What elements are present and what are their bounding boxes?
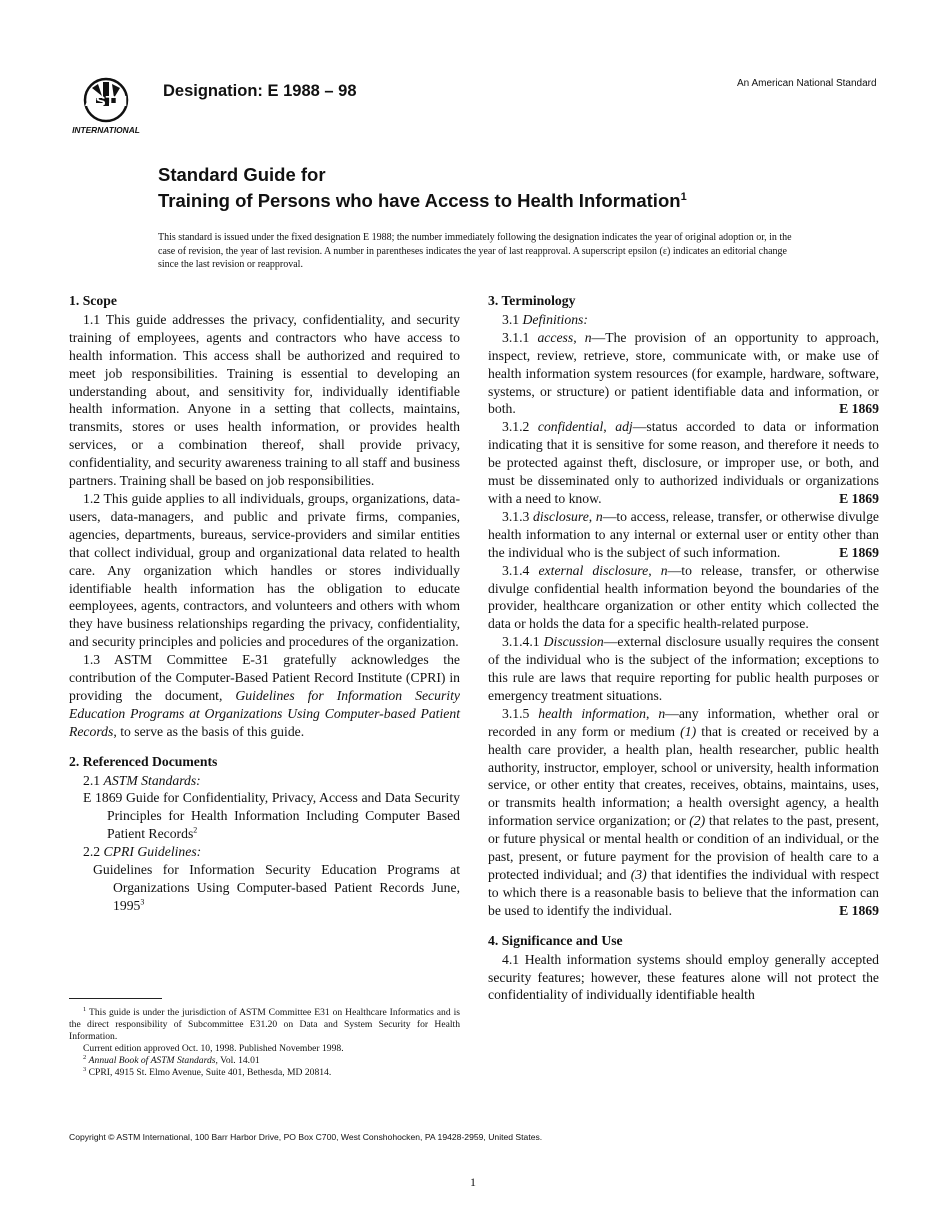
paragraph-1-1: 1.1 This guide addresses the privacy, confidentiality, and security training of employees, agents and contractors who have access to health information. This access shall be authorized and required to meet job responsibilities. Training is essential to developing an understanding about, and sensitivity for, individually identifiable health information. Anyone in a setting that collects, maintains, transmits, stores or uses health information, or provides health services, or a combination thereof, shall provide privacy, confidentiality, and security awareness training to all staff and business partners. Training shall be based on job responsibilities. xyxy=(69,311,460,489)
cpri-document-title: Guidelines for Information Security Education Programs at Organizations Using Computer-based Patient Records xyxy=(69,687,460,739)
paragraph-1-3-end: , to serve as the basis of this guide. xyxy=(113,723,305,739)
definition-text: —to release, transfer, or otherwise divulge confidential health information beyond the boundaries of the provider, healthcare organization or other entity which collected the data or holds the data for a specific health-related purpose. xyxy=(488,562,880,632)
subsection-label: Definitions: xyxy=(522,311,588,327)
logo-text: ASTM xyxy=(84,93,128,110)
national-standard-label: An American National Standard xyxy=(737,78,877,89)
definition-term: health information xyxy=(538,705,647,721)
footnote-text: This guide is under the jurisdiction of ASTM Committee E31 on Healthcare Informatics and is the direct responsibility of Subcommittee E31.20 on Data and System Security for Health Information. xyxy=(69,1007,460,1043)
definition-term: confidential xyxy=(537,419,604,435)
subsection-2-2 xyxy=(69,843,460,861)
section-heading-terminology: 3. Terminology xyxy=(488,293,576,308)
definition-number: 3.1.4 xyxy=(502,562,539,578)
designation: Designation: E 1988 – 98 xyxy=(163,82,357,100)
definition-disclosure: 3.1.3 disclosure, n—to access, release, transfer, or otherwise divulge health information to any internal or external user or entity other than the individual who is the subject of such information. E 1869 xyxy=(488,508,879,560)
paragraph-1-3-text: 1.3 ASTM Committee E-31 gratefully acknowledges the contribution of the Computer-Based Patient Record Institute (CPRI) in providing the document, xyxy=(69,652,460,703)
definition-number: 3.1.5 xyxy=(502,705,539,721)
footnote-mark: 2 xyxy=(193,825,198,835)
definition-text: that is created or received by a health care provider, a health plan, health researcher, public health authority, instructor, employer, school or university, health information service, or other entity that creates, receives, obtains, maintains, uses, or transmits health information; a health oversight agency, a health information service organization; or xyxy=(488,723,879,829)
definition-external-disclosure: 3.1.4 external disclosure, n—to release, transfer, or otherwise divulge confidential health information beyond the boundaries of the provider, healthcare organization or other entity which collected the data or holds the data for a specific health-related purpose. xyxy=(488,562,880,632)
title-line-2 xyxy=(158,186,687,212)
discussion-external-disclosure xyxy=(488,633,879,705)
definition-number: 3.1.4.1 xyxy=(502,634,544,650)
document-title xyxy=(158,164,687,212)
right-column xyxy=(488,292,879,1004)
footnotes xyxy=(69,1007,460,1080)
footnote-divider xyxy=(69,998,162,999)
source-code: E 1869 xyxy=(839,401,879,417)
definition-term: disclosure xyxy=(533,508,589,524)
title-line-1: Standard Guide for xyxy=(158,164,326,185)
subsection-2-1 xyxy=(69,772,460,790)
part-of-speech: n xyxy=(595,508,603,524)
definition-text: that relates to the past, present, or future physical or mental health or condition of an individual, or the past, present, or future payment for the provision of health care to a protected individual; and xyxy=(488,813,879,882)
subsection-number: 3.1 xyxy=(502,311,523,327)
footnote-mark: 3 xyxy=(140,897,145,907)
reference-cpri-guidelines xyxy=(93,861,460,915)
paragraph-1-3 xyxy=(69,651,460,741)
enumeration-mark: (2) xyxy=(689,813,706,829)
subsection-number: 2.1 xyxy=(83,772,104,788)
left-column xyxy=(69,292,460,915)
issuance-note: This standard is issued under the fixed designation E 1988; the number immediately following the designation indicates the year of original adoption or, in the case of revision, the year of last revision. A number in parentheses indicates the year of last reapproval. A superscript epsilon (ε) indicates an editorial change since the last revision or reapproval. xyxy=(158,232,792,270)
source-code: E 1869 xyxy=(839,902,879,918)
discussion-text: —external disclosure usually requires the consent of the individual who is the subject of the information; exceptions to this rule are laws that require reporting for public health purposes or emergency treatment situations. xyxy=(488,634,880,703)
footnote-mark: 1 xyxy=(83,1005,87,1013)
subsection-3-1 xyxy=(488,311,879,329)
footnote-title: Annual Book of ASTM Standards xyxy=(88,1055,216,1067)
definition-access: 3.1.1 access, n—The provision of an opportunity to approach, inspect, review, retrieve, store, communicate with, or make use of health information system resources (for example, hardware, software, systems, or structure) or patient identifiable data and information, or both. E 1869 xyxy=(488,329,879,417)
footnote-1-approval: Current edition approved Oct. 10, 1998. Published November 1998. xyxy=(83,1043,344,1055)
page-number: 1 xyxy=(470,1175,476,1189)
enumeration-mark: (1) xyxy=(680,723,697,739)
definition-term: external disclosure xyxy=(538,562,649,578)
enumeration-mark: (3) xyxy=(630,867,647,882)
reference-text: E 1869 Guide for Confidentiality, Privacy, Access and Data Security Principles for Health Information Including Computer Based Patient Records xyxy=(83,790,460,842)
subsection-label: CPRI Guidelines: xyxy=(103,844,202,860)
footnote-text: , Vol. 14.01 xyxy=(215,1055,260,1067)
part-of-speech: adj xyxy=(615,419,633,435)
paragraph-1-2: 1.2 This guide applies to all individuals, groups, organizations, data-users, data-managers, and public and private firms, companies, agencies, departments, bureaus, service-providers and similar entities that collect individual, group and organizational data related to health care. Any organization which handles or stores individually identifiable health information has the obligation to educate eemployees, agents, contractors, and volunteers and others with whom they have business relationships regarding the privacy, confidentiality, and security principles and policies and procedures of the organization. xyxy=(69,490,460,650)
section-heading-significance: 4. Significance and Use xyxy=(488,932,623,948)
definition-text: —to access, release, transfer, or otherwise divulge health information to any internal or external user or entity other than the individual who is the subject of such information. xyxy=(488,508,879,560)
footnote-1 xyxy=(69,1007,460,1043)
astm-logo-icon xyxy=(68,76,150,138)
part-of-speech: n xyxy=(660,562,668,578)
title-footnote-mark: 1 xyxy=(680,191,687,203)
definition-number: 3.1.2 xyxy=(502,419,538,435)
footnote-mark: 2 xyxy=(83,1054,87,1062)
copyright-notice: Copyright © ASTM International, 100 Barr Harbor Drive, PO Box C700, West Conshohocken, PA 19428-2959, United States. xyxy=(69,1132,543,1142)
source-code: E 1869 xyxy=(839,490,879,506)
footnote-3 xyxy=(69,1067,460,1079)
subsection-number: 2.2 xyxy=(83,844,104,860)
paragraph-4-1: 4.1 Health information systems should employ generally accepted security features; however, these features alone will not protect the confidentiality of individually identifiable health xyxy=(488,951,879,1003)
definition-term: access xyxy=(537,329,574,345)
title-text: Training of Persons who have Access to Health Information xyxy=(158,190,681,212)
section-heading-scope: 1. Scope xyxy=(69,293,117,308)
definition-text: —any information, whether oral or recorded in any form or medium xyxy=(488,705,879,739)
footnote-text: CPRI, 4915 St. Elmo Avenue, Suite 401, Bethesda, MD 20814. xyxy=(86,1067,332,1079)
definition-confidential: 3.1.2 confidential, adj—status accorded to data or information indicating that it is sensitive for some reason, and therefore it needs to be protected against theft, disclosure, or improper use, or both, and must be disseminated only to authorized individuals or organizations with a need to know. E 1869 xyxy=(488,419,879,506)
reference-e1869 xyxy=(83,789,460,843)
logo-subtext: INTERNATIONAL xyxy=(72,125,140,135)
definition-number: 3.1.3 xyxy=(502,508,534,524)
definition-text: that identifies the individual with respect to which there is a reasonable basis to believe that the information can be used to identify the individual. xyxy=(488,867,879,918)
part-of-speech: n xyxy=(584,329,592,345)
section-heading-referenced-documents: 2. Referenced Documents xyxy=(69,753,218,769)
source-code: E 1869 xyxy=(839,544,879,560)
reference-text: Guidelines for Information Security Education Programs at Organizations Using Computer-based Patient Records June, 1995 xyxy=(93,862,460,913)
part-of-speech: n xyxy=(658,705,666,721)
definition-health-information: 3.1.5 health information, n—any information, whether oral or recorded in any form or medium (1) that is created or received by a health care provider, a health plan, health researcher, public health authority, instructor, employer, school or university, health information service, or other entity that creates, receives, obtains, maintains, uses, or transmits health information; a health oversight agency, a health information service organization; or (2) that relates to the past, present, or future physical or mental health or condition of an individual, or the past, present, or future payment for the provision of health care to a protected individual; and (3) that identifies the individual with respect to which there is a reasonable basis to believe that the information can be used to identify the individual. E 1869 xyxy=(488,705,879,918)
discussion-label: Discussion xyxy=(543,634,604,650)
definition-text: —status accorded to data or information indicating that it is sensitive for some reason, and therefore it needs to be protected against theft, disclosure, or improper use, or both, and must be disseminated only to authorized individuals or organizations with a need to know. xyxy=(488,419,879,506)
subsection-label: ASTM Standards: xyxy=(103,772,201,788)
definition-text: —The provision of an opportunity to approach, inspect, review, retrieve, store, communicate with, or make use of health information system resources (for example, hardware, software, systems, or structure) or patient identifiable data and information, or both. xyxy=(488,329,879,417)
footnote-mark: 3 xyxy=(83,1066,87,1074)
footnote-2 xyxy=(69,1055,460,1067)
astm-logo xyxy=(68,76,150,138)
definition-number: 3.1.1 xyxy=(502,329,538,345)
